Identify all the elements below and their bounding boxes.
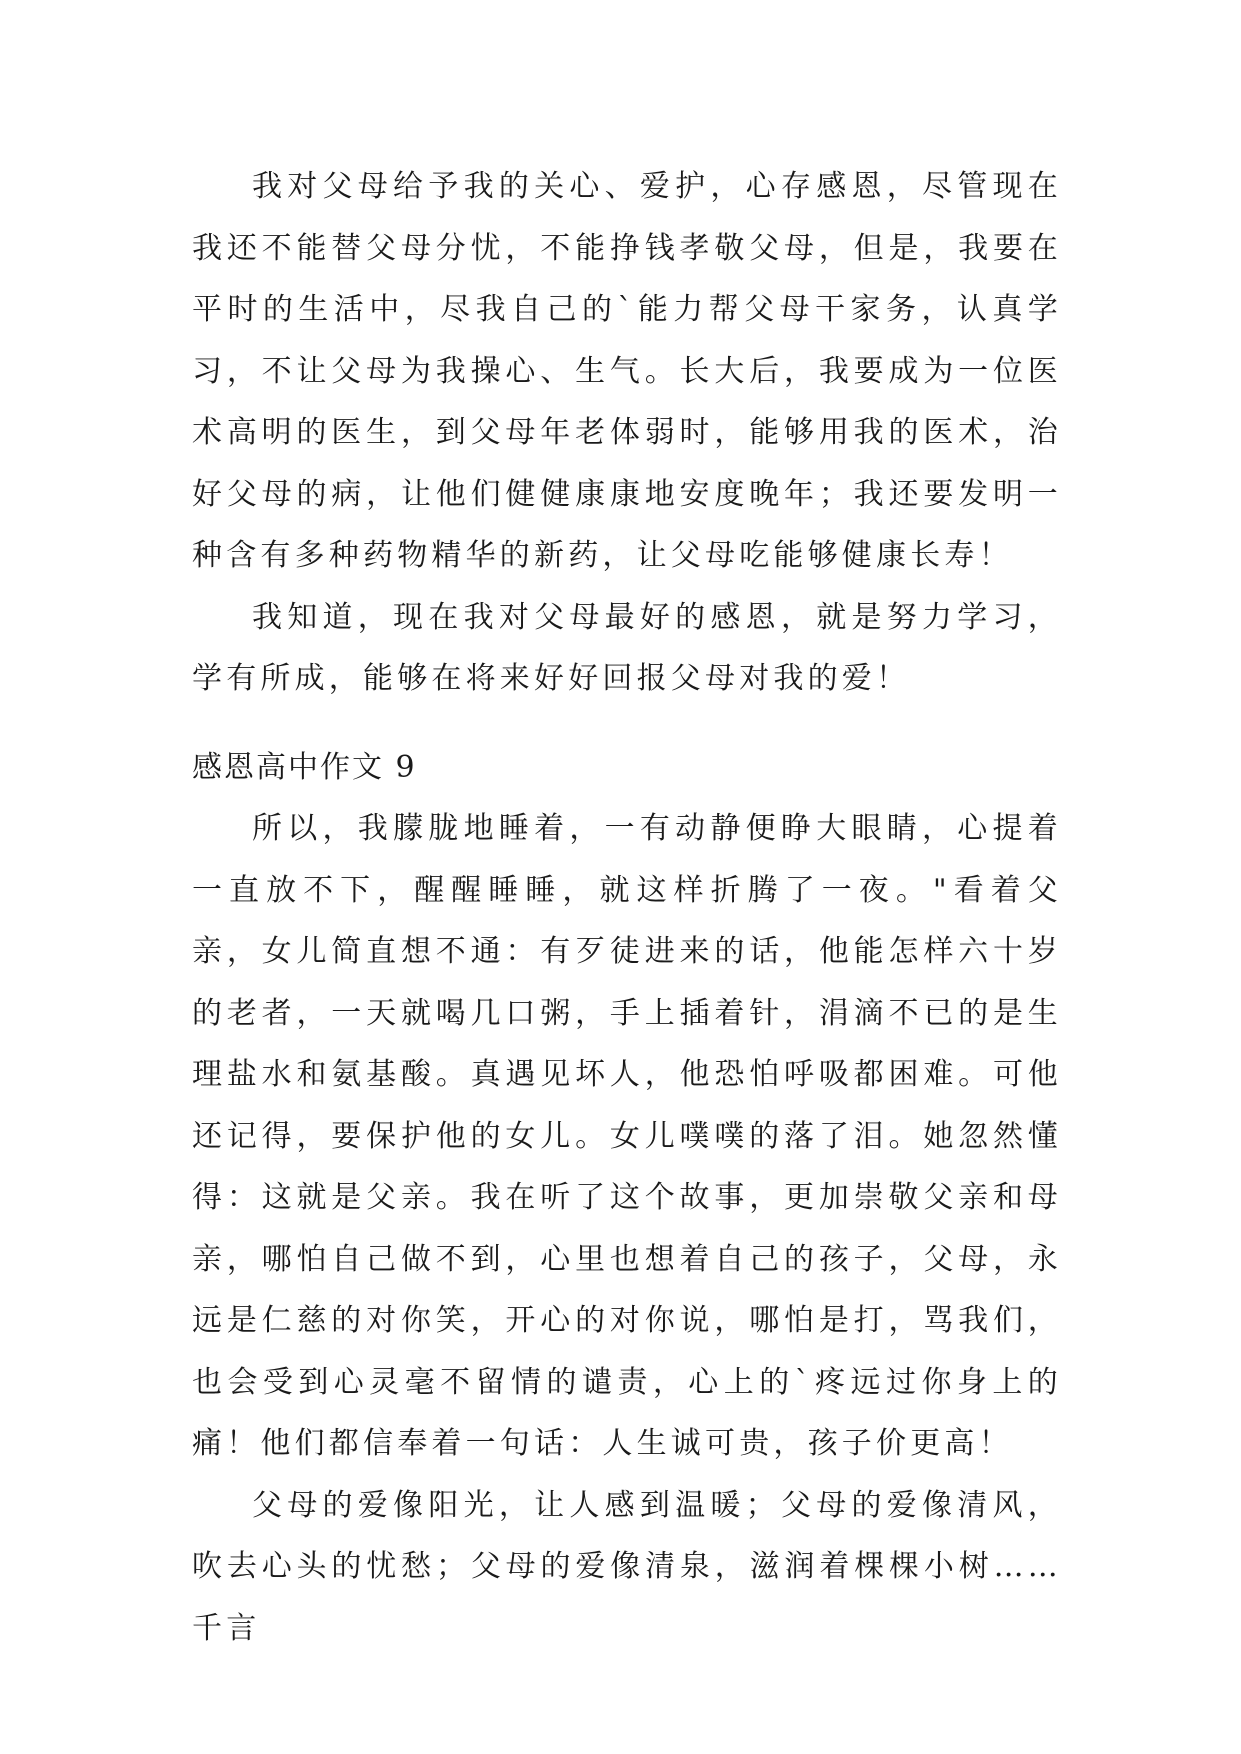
paragraph: 父母的爱像阳光，让人感到温暖；父母的爱像清风，吹去心头的忧愁；父母的爱像清泉，滋润着棵棵小树……千言 <box>192 1487 1062 1646</box>
section-heading: 感恩高中作文 9 <box>192 750 417 785</box>
section-2-body <box>192 798 1062 1659</box>
paragraph: 所以，我朦胧地睡着，一有动静便睁大眼睛，心提着一直放不下，醒醒睡睡，就这样折腾了一夜。"看着父亲，女儿简直想不通：有歹徒进来的话，他能怎样六十岁的老者，一天就喝几口粥，手上插着针，涓滴不已的是生理盐水和氨基酸。真遇见坏人，他恐怕呼吸都困难。可他还记得，要保护他的女儿。女儿噗噗的落了泪。她忽然懂得：这就是父亲。我在听了这个故事，更加崇敬父亲和母亲，哪怕自己做不到，心里也想着自己的孩子，父母，永远是仁慈的对你笑，开心的对你说，哪怕是打，骂我们，也会受到心灵毫不留情的谴责，心上的`疼远过你身上的痛！他们都信奉着一句话：人生诚可贵，孩子价更高！ <box>192 811 1062 1461</box>
paragraph: 我知道，现在我对父母最好的感恩，就是努力学习，学有所成，能够在将来好好回报父母对我的爱！ <box>192 599 1062 696</box>
section-1-body <box>192 156 1062 710</box>
paragraph: 我对父母给予我的关心、爱护，心存感恩，尽管现在我还不能替父母分忧，不能挣钱孝敬父母，但是，我要在平时的生活中，尽我自己的`能力帮父母干家务，认真学习，不让父母为我操心、生气。长大后，我要成为一位医术高明的医生，到父母年老体弱时，能够用我的医术，治好父母的病，让他们健健康康地安度晚年；我还要发明一种含有多种药物精华的新药，让父母吃能够健康长寿！ <box>192 169 1062 573</box>
